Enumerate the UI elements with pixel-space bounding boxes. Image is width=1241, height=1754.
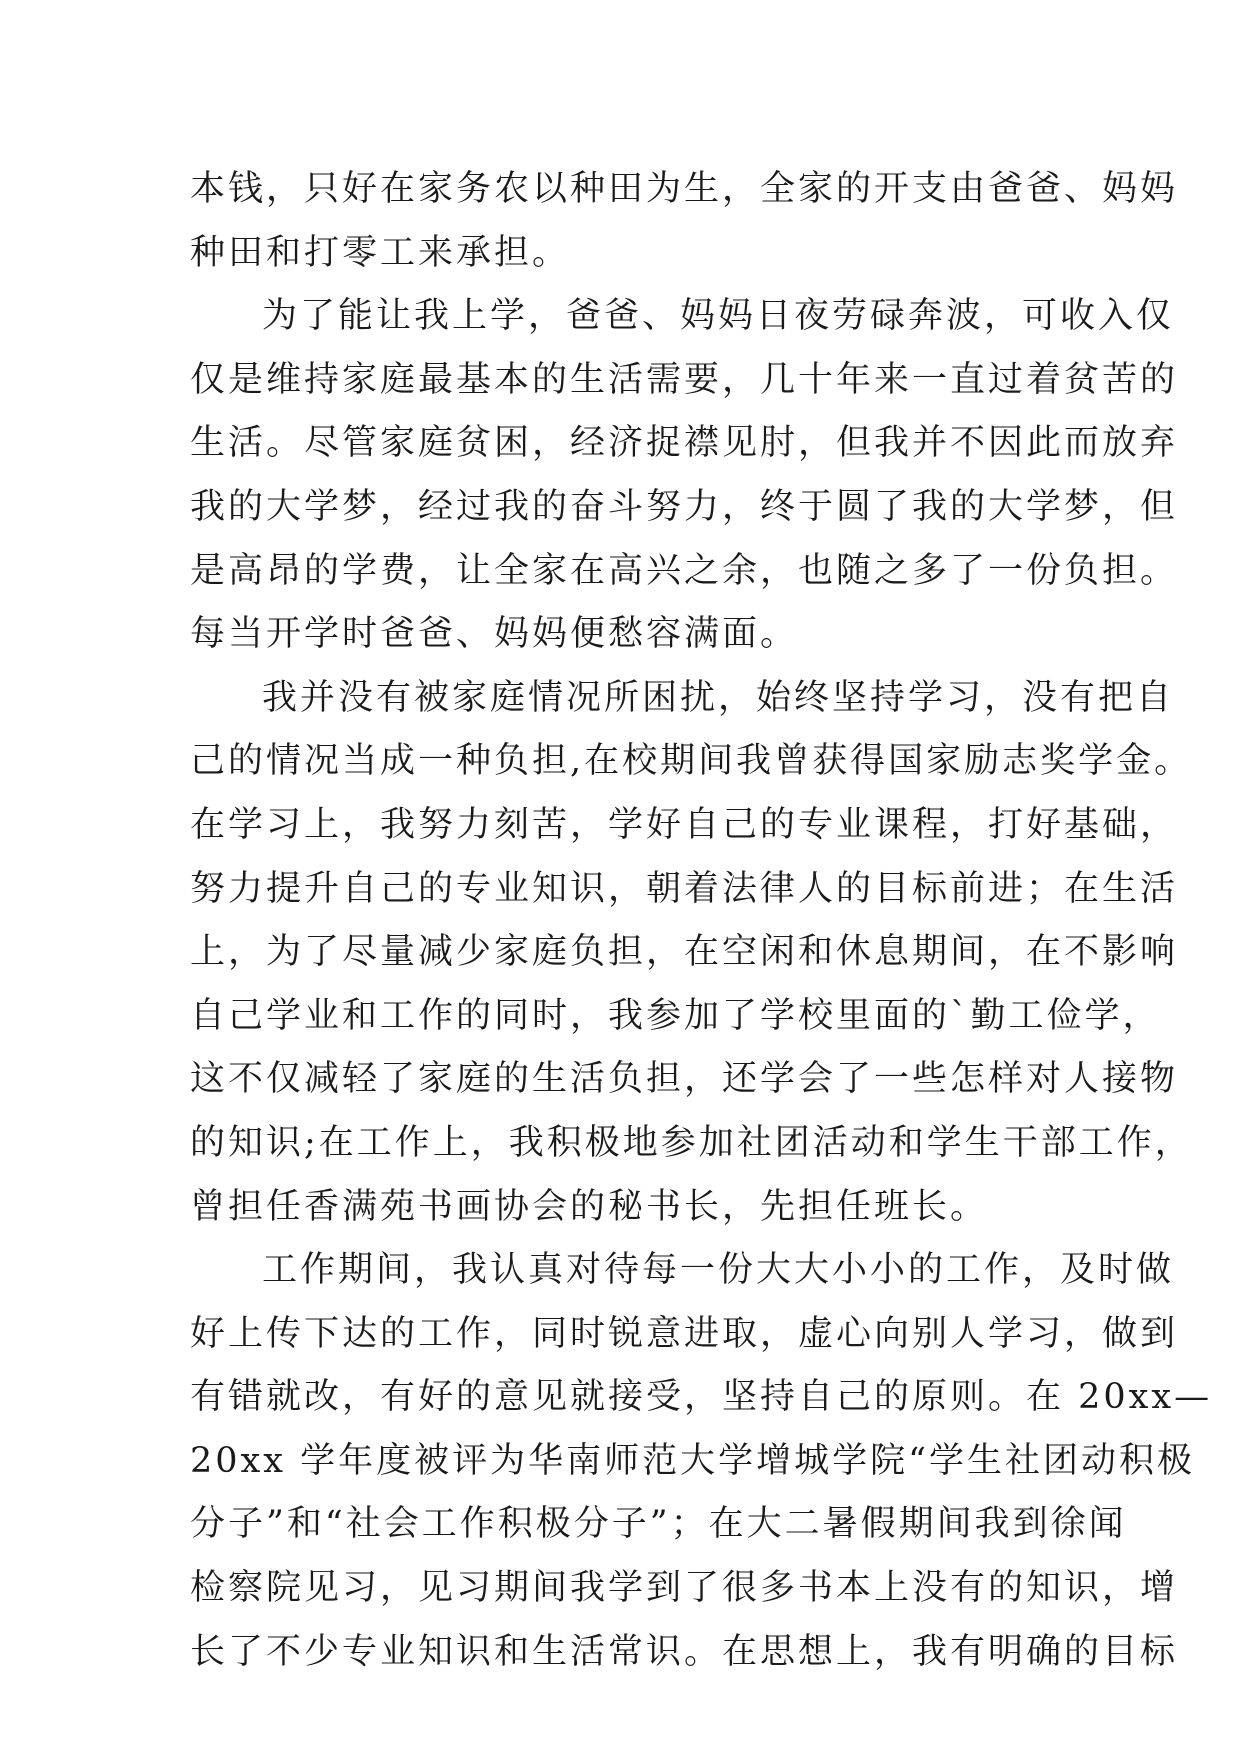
text-line: 每当开学时爸爸、妈妈便愁容满面。: [190, 614, 799, 655]
text-line: 仅是维持家庭最基本的生活需要，几十年来一直过着贫苦的: [190, 359, 1179, 400]
text-line: 为了能让我上学，爸爸、妈妈日夜劳碌奔波，可收入仅: [262, 296, 1175, 337]
text-line: 检察院见习，见习期间我学到了很多书本上没有的知识，增: [190, 1568, 1179, 1609]
text-line: 生活。尽管家庭贫困，经济捉襟见肘，但我并不因此而放弃: [190, 423, 1179, 464]
text-line: 这不仅减轻了家庭的生活负担，还学会了一些怎样对人接物: [190, 1059, 1179, 1100]
text-line: 有错就改，有好的意见就接受，坚持自己的原则。在 20xx—: [190, 1377, 1213, 1418]
text-line: 我并没有被家庭情况所困扰，始终坚持学习，没有把自: [262, 677, 1175, 718]
text-line: 工作期间，我认真对待每一份大大小小的工作，及时做: [262, 1250, 1175, 1291]
text-line: 好上传下达的工作，同时锐意进取，虚心向别人学习，做到: [190, 1313, 1179, 1354]
text-line: 我的大学梦，经过我的奋斗努力，终于圆了我的大学梦，但: [190, 486, 1179, 527]
text-line: 上，为了尽量减少家庭负担，在空闲和休息期间，在不影响: [190, 932, 1179, 973]
document-body: [190, 158, 1213, 1684]
text-line: 种田和打零工来承担。: [190, 232, 571, 273]
text-line: 曾担任香满苑书画协会的秘书长，先担任班长。: [190, 1186, 989, 1227]
text-line: 本钱，只好在家务农以种田为生，全家的开支由爸爸、妈妈: [190, 169, 1179, 209]
text-line: 在学习上，我努力刻苦，学好自己的专业课程，打好基础，: [190, 804, 1179, 845]
text-line: 是高昂的学费，让全家在高兴之余，也随之多了一份负担。: [190, 550, 1179, 591]
text-line: 分子”和“社会工作积极分子”；在大二暑假期间我到徐闻: [190, 1504, 1127, 1545]
text-line: 己的情况当成一种负担,在校期间我曾获得国家励志奖学金。: [190, 741, 1193, 782]
text-line: 自己学业和工作的同时，我参加了学校里面的`勤工俭学，: [190, 995, 1161, 1036]
text-line: 长了不少专业知识和生活常识。在思想上，我有明确的目标: [190, 1631, 1179, 1672]
text-line: 努力提升自己的专业知识，朝着法律人的目标前进；在生活: [190, 868, 1179, 909]
text-line: 的知识;在工作上，我积极地参加社团活动和学生干部工作，: [190, 1122, 1193, 1163]
text-line: 20xx 学年度被评为华南师范大学增城学院“学生社团动积极: [190, 1440, 1196, 1481]
